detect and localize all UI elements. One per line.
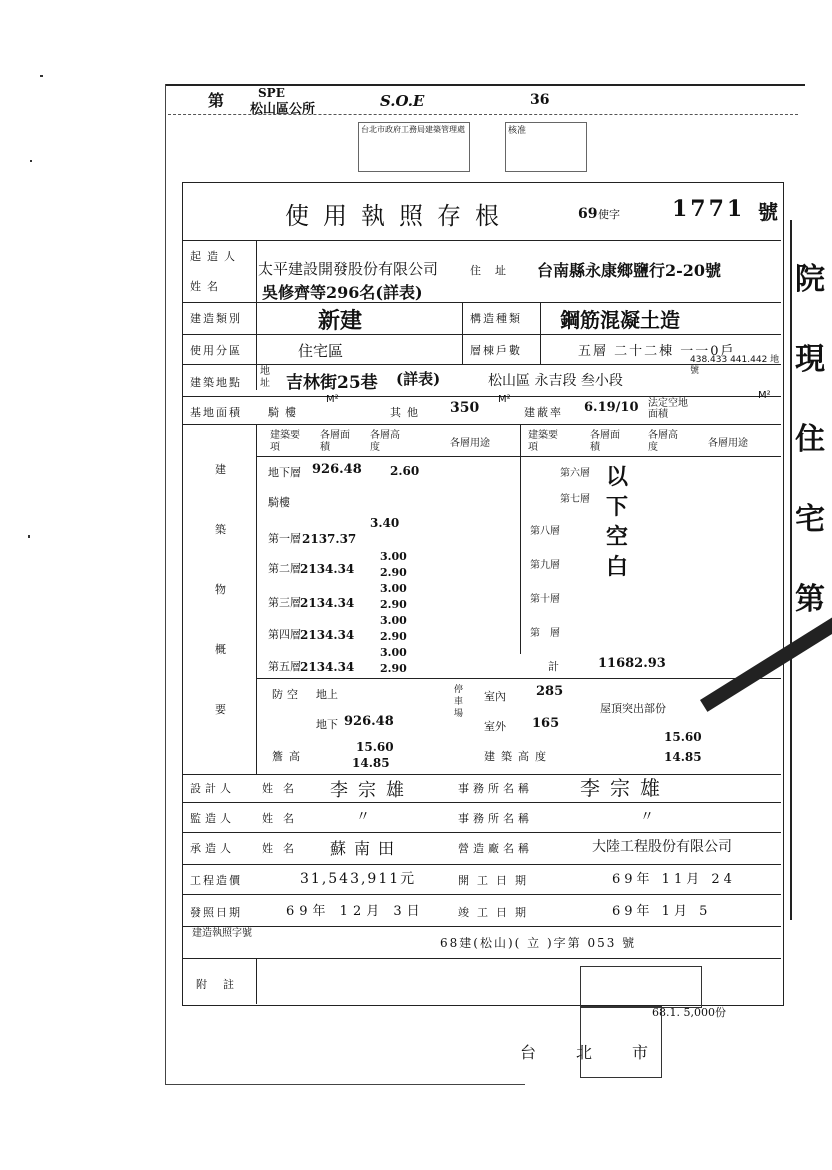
label-other: 其他	[390, 406, 424, 419]
eave-height2: 14.85	[352, 756, 390, 770]
approval-stamp-box	[580, 966, 702, 1008]
rule	[256, 678, 781, 679]
f3-area: 2134.34	[300, 596, 355, 610]
speck	[30, 160, 32, 162]
builder-name: 太平建設開發股份有限公司	[258, 260, 439, 278]
label-eave-height: 簷高	[272, 750, 306, 763]
f4-height2: 2.90	[380, 630, 407, 643]
label-parking: 停車場	[454, 685, 464, 719]
bottom-stamp: 台北市	[520, 1043, 689, 1062]
site-street-note: (詳表)	[396, 370, 441, 388]
label-completion: 竣工日期	[458, 906, 534, 919]
rule	[256, 424, 257, 774]
rule	[256, 240, 257, 390]
label-outdoor: 室外	[484, 720, 506, 733]
label-building-category: 建造類別	[190, 312, 242, 325]
rule	[183, 832, 781, 833]
designer-office: 李宗雄	[580, 776, 670, 800]
col-floor-height: 各層高度	[370, 430, 400, 453]
label-address: 住址	[470, 264, 520, 277]
label-notes: 附註	[196, 978, 250, 991]
structure-type: 鋼筋混凝土造	[560, 308, 680, 332]
rule	[183, 240, 781, 241]
coverage-pct: 6.19/10	[584, 400, 639, 415]
f7-label: 第七層	[560, 494, 590, 505]
label-designer-office: 事務所名稱	[458, 782, 533, 795]
f1-label: 第一層	[268, 532, 301, 545]
top-stamp-left	[358, 122, 470, 172]
f3-label: 第三層	[268, 596, 301, 609]
label-bldg-section: 建築物概要	[215, 463, 226, 716]
building-height: 15.60	[664, 730, 702, 744]
header-left-stamp: 第	[208, 91, 225, 110]
header-left-name: 松山區公所	[250, 102, 316, 117]
builder-rep: 吳修齊等296名(詳表)	[262, 283, 423, 302]
rule	[183, 334, 781, 335]
f4-height: 3.00	[380, 614, 407, 627]
col-floor-use: 各層用途	[450, 438, 490, 449]
total-label: 計	[548, 660, 559, 673]
serial-suffix: 號	[758, 200, 778, 224]
f10-label: 第十層	[530, 594, 560, 605]
label-floors-units: 層棟戶數	[470, 344, 522, 357]
serial-no: 1771	[672, 196, 746, 222]
rule	[462, 302, 463, 364]
f2-height2: 2.90	[380, 566, 407, 579]
rule	[183, 864, 781, 865]
speck	[40, 75, 43, 77]
contractor: 蘇南田	[330, 839, 403, 858]
serial-year: 69	[578, 206, 598, 222]
label-base-area: 基地面積	[190, 406, 242, 419]
f1-area: 2137.37	[302, 532, 357, 546]
label-designer-name: 姓名	[262, 782, 304, 795]
col-floor-use-2: 各層用途	[708, 438, 748, 449]
rule	[183, 894, 781, 895]
f4-label: 第四層	[268, 628, 301, 641]
top-stamp-left-text: 台北市政府工務局建築管理處	[361, 125, 465, 134]
rule	[183, 926, 781, 927]
f6-label: 第六層	[560, 468, 590, 479]
vertical-note: 以下空白	[606, 464, 629, 580]
col-floor-area-2: 各層面積	[590, 430, 620, 453]
label-supervisor: 監造人	[190, 812, 235, 825]
label-site-address: 地址	[260, 366, 270, 389]
lot-nos: 438.433 441.442 地號	[690, 355, 780, 376]
f3-height: 3.00	[380, 582, 407, 595]
header-page-no: 36	[530, 92, 550, 108]
label-supervisor-name: 姓名	[262, 812, 304, 825]
site-street: 吉林街25巷	[286, 373, 378, 393]
basement-height: 2.60	[390, 464, 420, 478]
col-item-2: 建築要項	[528, 430, 558, 453]
rule	[256, 456, 781, 457]
f9-label: 第九層	[530, 560, 560, 571]
completion-date: 69年 1月 5	[612, 904, 712, 919]
f5-area: 2134.34	[300, 660, 355, 674]
supervisor-office: 〃	[640, 809, 654, 825]
f2-area: 2134.34	[300, 562, 355, 576]
header-left-code: SPE	[258, 86, 285, 100]
page-bottom-edge	[165, 1084, 525, 1085]
top-stamp-right-text: 核准	[508, 126, 527, 136]
rule	[183, 774, 781, 775]
total-area: 11682.93	[598, 656, 666, 671]
rule	[183, 396, 781, 397]
top-stamp-right	[505, 122, 587, 172]
rule	[183, 958, 781, 959]
speck	[28, 535, 30, 538]
contractor-firm: 大陸工程股份有限公司	[592, 839, 732, 855]
label-usage-zone: 使用分區	[190, 344, 242, 357]
serial-word: 使字	[598, 208, 620, 221]
label-legal-projection: 屋頂突出部份	[600, 702, 666, 715]
f1-height: 3.40	[370, 516, 400, 530]
f4-area: 2134.34	[300, 628, 355, 642]
building-category: 新建	[318, 308, 363, 334]
fx-label: 第 層	[530, 628, 560, 639]
supervisor: 〃	[356, 809, 370, 825]
eave-height: 15.60	[356, 740, 394, 754]
rule	[540, 302, 541, 364]
builder-address: 台南縣永康鄉鹽行2-20號	[537, 261, 722, 280]
label-site-location: 建築地點	[190, 376, 242, 389]
label-contractor-firm: 營造廠名稱	[458, 842, 533, 855]
label-indoor: 室內	[484, 690, 506, 703]
f5-height: 3.00	[380, 646, 407, 659]
floor-arcade-label: 騎樓	[268, 496, 290, 509]
print-note: 68.1. 5,000份	[652, 1006, 726, 1019]
header-strip	[168, 86, 798, 115]
unit-m2: M²	[498, 394, 511, 405]
f5-label: 第五層	[268, 660, 301, 673]
floors-units: 五層 二十二棟 一一0戶	[578, 344, 736, 359]
rule	[183, 424, 781, 425]
start-date: 69年 11月 24	[612, 872, 736, 887]
label-shelter: 防空	[272, 688, 302, 701]
f2-label: 第二層	[268, 562, 301, 575]
other-area: 350	[450, 400, 480, 416]
label-arcade: 騎樓	[268, 406, 302, 419]
label-issue-date: 發照日期	[190, 906, 242, 919]
label-permit-no: 建造執照字號	[192, 928, 252, 939]
site-section: 松山區 永吉段 叁小段	[488, 373, 623, 389]
label-cost: 工程造價	[190, 874, 242, 887]
label-building-coverage: 建蔽率	[524, 406, 563, 419]
label-contractor: 承造人	[190, 842, 235, 855]
f3-height2: 2.90	[380, 598, 407, 611]
building-height2: 14.85	[664, 750, 702, 764]
label-designer: 設計人	[190, 782, 235, 795]
label-name: 姓名	[190, 280, 224, 293]
parking-indoor: 285	[536, 684, 564, 699]
form-title: 使用執照存根	[285, 202, 513, 230]
floor-basement-label: 地下層	[268, 466, 301, 479]
designer: 李宗雄	[330, 780, 414, 801]
shelter-below: 926.48	[344, 714, 394, 729]
rule	[183, 302, 781, 303]
rule	[256, 958, 257, 1004]
label-building-height: 建築高度	[484, 750, 552, 763]
label-contractor-name: 姓名	[262, 842, 304, 855]
basement-area: 926.48	[312, 462, 362, 477]
cost: 31,543,911元	[300, 871, 417, 887]
issue-date: 69年 12月 3日	[286, 904, 425, 919]
label-supervisor-office: 事務所名稱	[458, 812, 533, 825]
col-item: 建築要項	[270, 430, 300, 453]
f8-label: 第八層	[530, 526, 560, 537]
label-start: 開工日期	[458, 874, 534, 887]
label-builder: 起造人	[190, 250, 241, 263]
f2-height: 3.00	[380, 550, 407, 563]
parking-outdoor: 165	[532, 716, 560, 731]
f5-height2: 2.90	[380, 662, 407, 675]
permit-no: 68建(松山)( 立 )字第 053 號	[440, 936, 637, 950]
label-above: 地上	[316, 688, 338, 701]
label-structure-type: 構造種類	[470, 312, 522, 325]
label-legal-open-space: 法定空地面積	[648, 398, 688, 420]
col-floor-height-2: 各層高度	[648, 430, 678, 453]
rule	[520, 424, 521, 654]
unit-m2: M²	[326, 394, 339, 405]
usage-zone: 住宅區	[298, 342, 344, 360]
header-file-no: S.O.E	[380, 92, 425, 110]
col-floor-area: 各層面積	[320, 430, 350, 453]
rule	[183, 802, 781, 803]
unit-m2: M²	[758, 390, 771, 401]
side-text: 院 現 住 宅 第	[795, 262, 825, 617]
label-below: 地下	[316, 718, 338, 731]
page-left-edge	[165, 84, 166, 1084]
